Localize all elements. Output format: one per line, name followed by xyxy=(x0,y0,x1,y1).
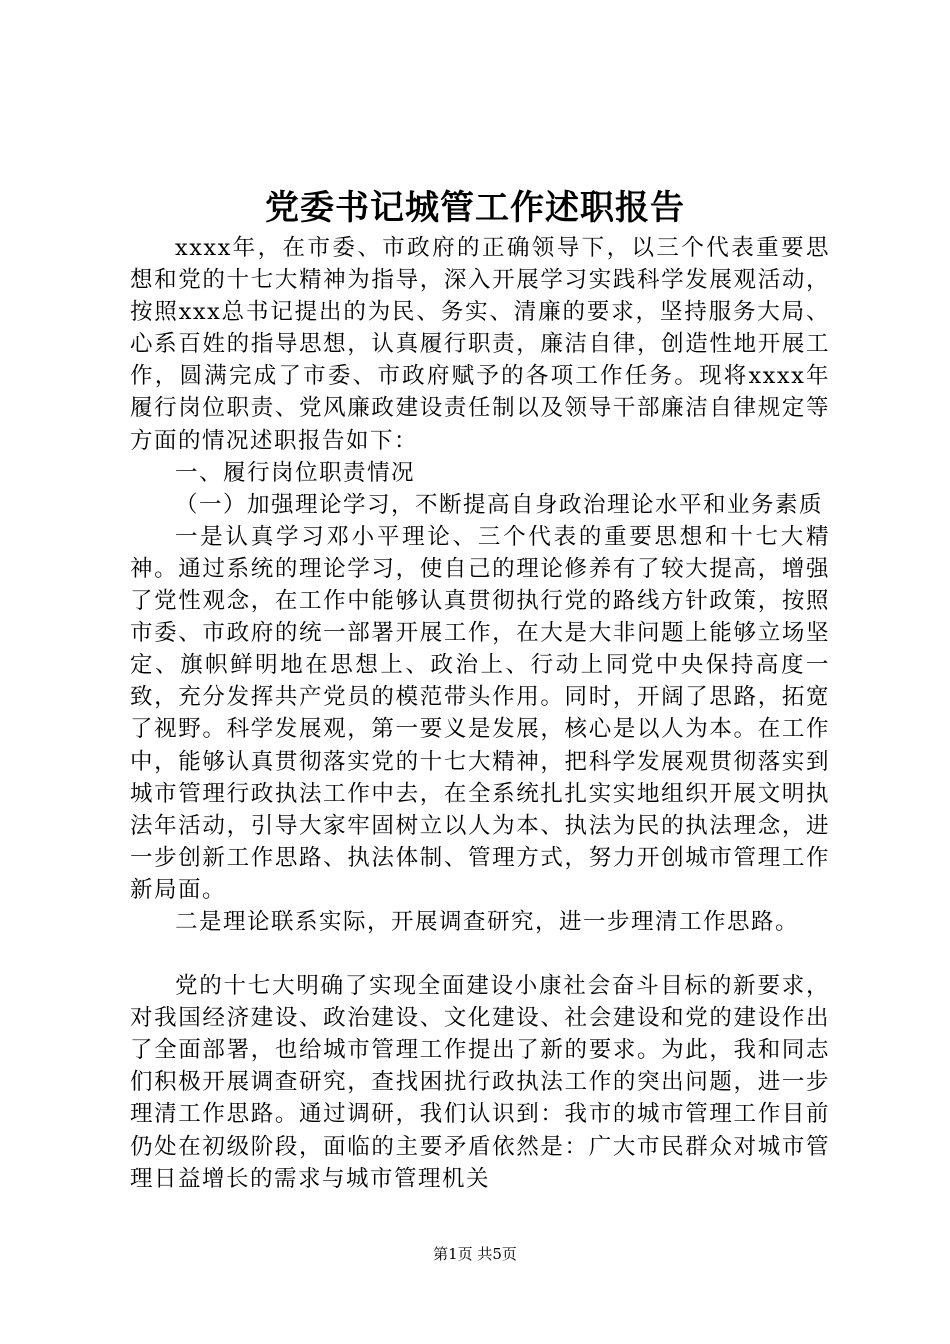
paragraph-body: 党的十七大明确了实现全面建设小康社会奋斗目标的新要求，对我国经济建设、政治建设、文化建设、社会建设和党的建设作出了全面部署，也给城市管理工作提出了新的要求。为此，我和同志们积极开展调查研究，查找困扰行政执法工作的突出问题，进一步理清工作思路。通过调研，我们认识到：我市的城市管理工作目前仍处在初级阶段，面临的主要矛盾依然是：广大市民群众对城市管理日益增长的需求与城市管理机关 xyxy=(130,973,830,1192)
page-footer: 第1页 共5页 xyxy=(433,1245,517,1263)
document-title: 党委书记城管工作述职报告 xyxy=(265,188,685,228)
document-body xyxy=(130,232,830,1195)
section-heading-1: 一、履行岗位职责情况 xyxy=(175,459,416,486)
subsection-heading-1: （一）加强理论学习，不断提高自身政治理论水平和业务素质 xyxy=(175,491,824,518)
paragraph-point-2: 二是理论联系实际，开展调查研究，进一步理清工作思路。 xyxy=(175,908,800,935)
paragraph-point-1: 一是认真学习邓小平理论、三个代表的重要思想和十七大精神。通过系统的理论学习，使自己的理论修养有了较大提高，增强了党性观念，在工作中能够认真贯彻执行党的路线方针政策，按照市委、市政府的统一部署开展工作，在大是大非问题上能够立场坚定、旗帜鲜明地在思想上、政治上、行动上同党中央保持高度一致，充分发挥共产党员的模范带头作用。同时，开阔了思路，拓宽了视野。科学发展观，第一要义是发展，核心是以人为本。在工作中，能够认真贯彻落实党的十七大精神，把科学发展观贯彻落实到城市管理行政执法工作中去，在全系统扎扎实实地组织开展文明执法年活动，引导大家牢固树立以人为本、执法为民的执法理念，进一步创新工作思路、执法体制、管理方式，努力开创城市管理工作新局面。 xyxy=(130,523,830,903)
paragraph-intro: xxxx年，在市委、市政府的正确领导下，以三个代表重要思想和党的十七大精神为指导，深入开展学习实践科学发展观活动，按照xxx总书记提出的为民、务实、清廉的要求，坚持服务大局、心系百姓的指导思想，认真履行职责，廉洁自律，创造性地开展工作，圆满完成了市委、市政府赋予的各项工作任务。现将xxxx年履行岗位职责、党风廉政建设责任制以及领导干部廉洁自律规定等方面的情况述职报告如下： xyxy=(130,235,830,454)
